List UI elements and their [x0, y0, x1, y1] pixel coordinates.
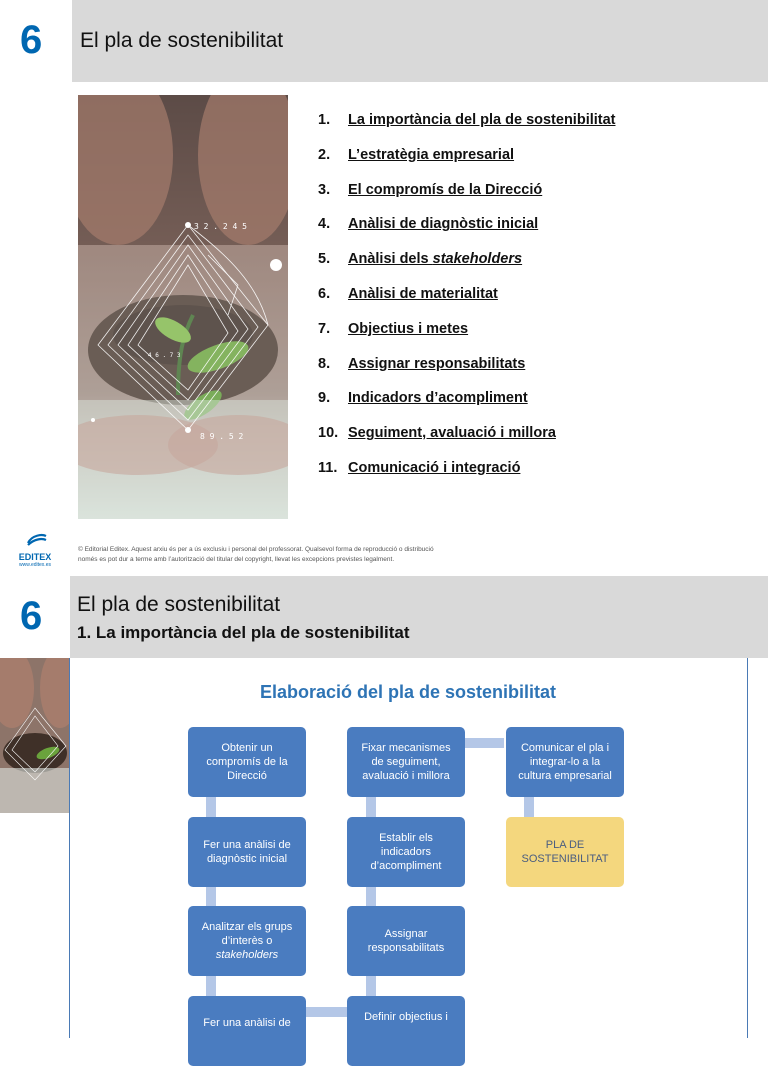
connector — [366, 797, 376, 817]
toc-item[interactable] — [318, 147, 748, 182]
toc-link[interactable]: El compromís de la Direcció — [348, 181, 543, 198]
editex-logo — [12, 533, 58, 567]
connector — [366, 976, 376, 996]
slide-number: 6 — [20, 594, 43, 638]
toc-number: 11. — [318, 459, 338, 476]
toc-number: 5. — [318, 251, 331, 268]
step-responsibilities: Assignar responsabilitats — [347, 906, 465, 976]
toc-item[interactable] — [318, 251, 748, 286]
toc-link[interactable]: Seguiment, avaluació i millora — [348, 425, 556, 442]
box-text: Analitzar els grups d’interès o — [201, 921, 293, 947]
connector — [464, 738, 504, 748]
toc-link[interactable]: Anàlisi de materialitat — [348, 285, 498, 302]
hands-plant-photo — [78, 95, 288, 519]
slide-subtitle: 1. La importància del pla de sostenibilitat — [77, 623, 410, 642]
toc-number: 4. — [318, 216, 331, 233]
photo-number-1: 3 2 . 2 4 5 — [194, 222, 247, 231]
slide-number: 6 — [20, 18, 43, 62]
toc-link[interactable]: Objectius i metes — [348, 320, 469, 337]
photo-number-3: 8 9 . 5 2 — [200, 432, 244, 441]
step-stakeholders-text — [196, 920, 298, 962]
slide-title: El pla de sostenibilitat — [80, 29, 284, 52]
toc-link[interactable]: Comunicació i integració — [348, 459, 521, 476]
step-objectives: Definir objectius i — [347, 996, 465, 1066]
editex-logo-mark-icon — [12, 533, 58, 547]
slide-header — [72, 0, 768, 82]
toc-number: 7. — [318, 320, 331, 337]
toc-item[interactable] — [318, 425, 748, 460]
toc-number: 10. — [318, 425, 339, 442]
toc-item[interactable] — [318, 390, 748, 425]
copyright-notice — [78, 545, 538, 565]
box-text-emphasis: stakeholders — [215, 949, 279, 961]
connector — [366, 886, 376, 906]
toc-item[interactable] — [318, 182, 748, 217]
toc-item[interactable] — [318, 356, 748, 391]
copyright-line: © Editorial Editex. Aquest arxiu és per a ús exclusiu i personal del professorat. Qualsevol forma de reproducció o distribució — [78, 546, 434, 553]
connector — [305, 1007, 347, 1017]
toc-link[interactable] — [348, 251, 522, 286]
photo-number-2: 4 6 . 7 3 — [148, 352, 181, 359]
toc-link-text: Anàlisi dels — [348, 251, 433, 268]
sustainability-plan-box: PLA DE SOSTENIBILITAT — [506, 817, 624, 887]
step-stakeholders — [188, 906, 306, 976]
step-monitoring: Fixar mecanismes de seguiment, avaluació i millora — [347, 727, 465, 797]
logo-text: EDITEX — [18, 552, 52, 562]
step-initial-diagnosis: Fer una anàlisi de diagnòstic inicial — [188, 817, 306, 887]
toc-link[interactable]: Assignar responsabilitats — [348, 355, 526, 372]
slide-header — [70, 576, 768, 658]
toc-link[interactable]: La importància del pla de sostenibilitat — [348, 112, 616, 128]
connector — [524, 797, 534, 817]
step-commitment: Obtenir un compromís de la Direcció — [188, 727, 306, 797]
step-indicators: Establir els indicadors d’acompliment — [347, 817, 465, 887]
step-communicate: Comunicar el pla i integrar-lo a la cultura empresarial — [506, 727, 624, 797]
toc-item[interactable] — [318, 112, 748, 147]
slide-title: El pla de sostenibilitat — [77, 593, 281, 616]
step-materiality: Fer una anàlisi de — [188, 996, 306, 1066]
toc-link[interactable]: L’estratègia empresarial — [348, 146, 515, 163]
toc-item[interactable] — [318, 321, 748, 356]
toc-item[interactable] — [318, 216, 748, 251]
toc-number: 8. — [318, 355, 331, 372]
toc-link[interactable]: Indicadors d’acompliment — [348, 390, 528, 407]
toc-item[interactable] — [318, 286, 748, 321]
logo-url[interactable]: www.editex.es — [19, 562, 51, 568]
toc-number: 1. — [318, 112, 331, 128]
connector — [206, 797, 216, 817]
connector — [206, 886, 216, 906]
toc-number: 9. — [318, 390, 331, 407]
table-of-contents — [318, 112, 748, 495]
toc-link[interactable]: Anàlisi de diagnòstic inicial — [348, 216, 539, 233]
toc-number: 2. — [318, 146, 331, 163]
connector — [206, 976, 216, 996]
toc-link-emphasis: stakeholders — [432, 251, 523, 268]
toc-number: 3. — [318, 181, 331, 198]
toc-number: 6. — [318, 285, 331, 302]
diagram-title: Elaboració del pla de sostenibilitat — [259, 682, 557, 702]
toc-item[interactable] — [318, 460, 748, 495]
copyright-line: només es pot dur a terme amb l’autorització del titular del copyright, llevat les excepcions previstes legalment. — [78, 556, 395, 563]
